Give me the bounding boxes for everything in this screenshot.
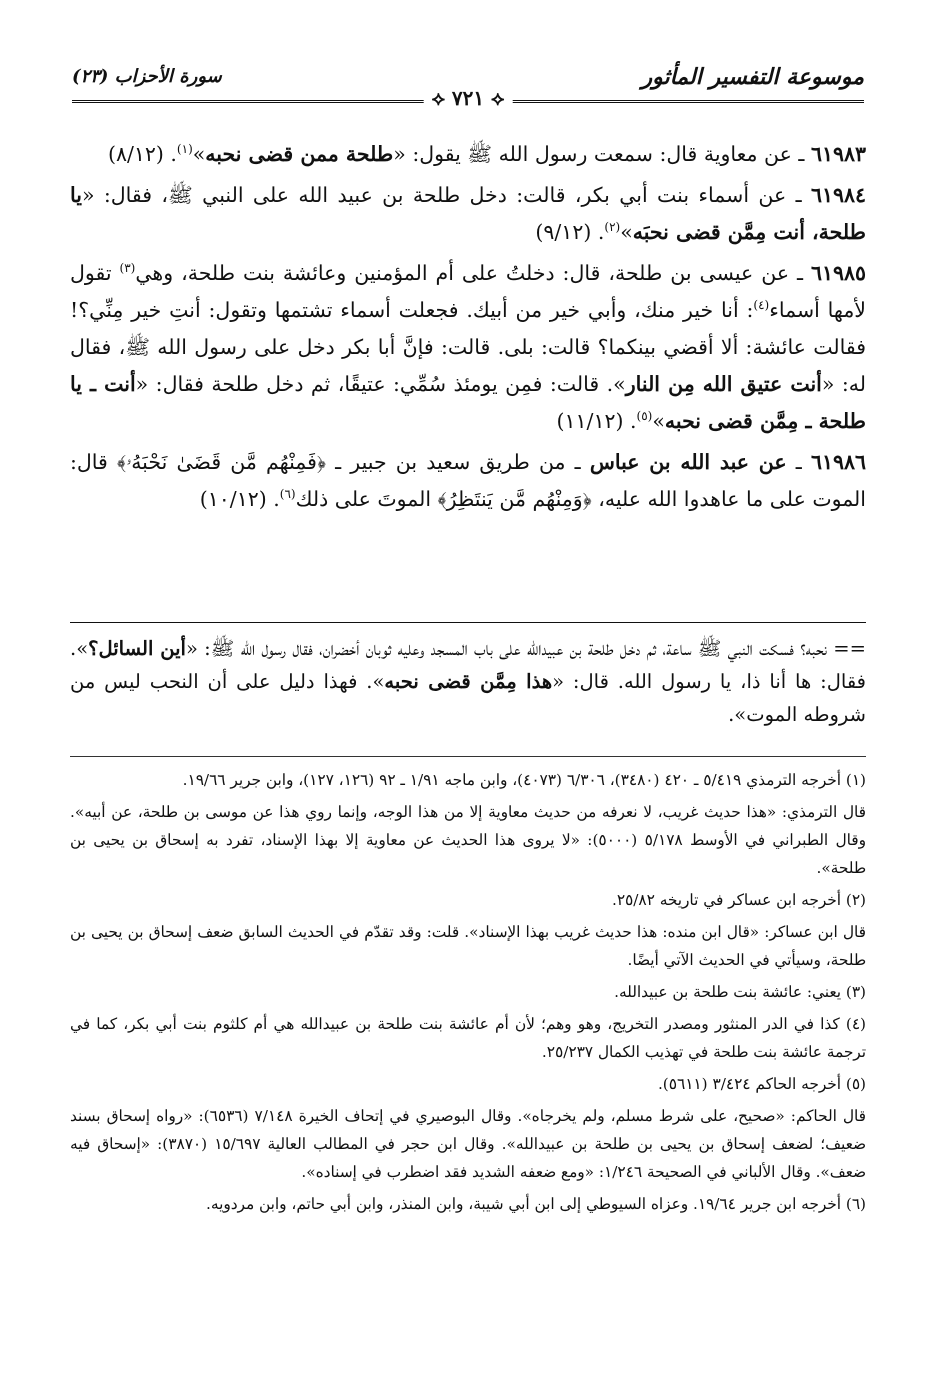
footnote-5: (٥) أخرجه الحاكم ٣/٤٢٤ (٥٦١١).: [657, 1075, 866, 1093]
footnote-5-comment: قال الحاكم: «صحيح، على شرط مسلم، ولم يخرجاه». وقال البوصيري في إتحاف الخيرة ٧/١٤٨ (٦٥٣٦): «رواه إسحاق بسند ضعيف؛ لضعف إسحاق بن يحيى بن طلحة بن عبيدالله». وقال ابن حجر في المطالب العالية ١٥/٦٩٧ (٣٨٧٠): «إسحاق فيه ضعف». وقال الألباني في الصحيحة ١/٢٤٦: «ومع ضعفه الشديد فقد اضطرب في إسناده».: [70, 1107, 866, 1181]
volume-ref: . (١١/١٢): [556, 409, 637, 433]
footnote-3: (٣) يعني: عائشة بنت طلحة بن عبيدالله.: [614, 983, 866, 1001]
hadith-quote: طلحة ممن قضى نحبه: [205, 142, 394, 166]
volume-ref: . (٩/١٢): [535, 220, 605, 244]
footnote-6: (٦) أخرجه ابن جرير ١٩/٦٤. وعزاه السيوطي إلى ابن أبي شيبة، وابن المنذر، وابن أبي حاتم، وابن مردويه.: [206, 1195, 866, 1213]
hadith-quote: هذا مِمَّن قضى نحبه: [384, 670, 553, 693]
entry-text: ـ: [786, 450, 811, 474]
entry-61983: [70, 136, 866, 173]
main-footnote-divider: [70, 622, 866, 623]
entry-61986: [70, 444, 866, 518]
continued-text: ». فقال: ها أنا ذا، يا رسول الله. قال: «: [70, 637, 867, 693]
entry-text: »: [652, 409, 665, 433]
main-text: [70, 136, 866, 522]
hadith-quote: أنت عتيق الله مِن النار: [625, 372, 822, 396]
entry-text: »: [192, 142, 206, 166]
footnote-divider: [70, 756, 866, 757]
hadith-quote: يا طلحة، أنت مِمَّن قضى نحبَه: [70, 183, 866, 244]
entry-61985: [70, 255, 866, 440]
continued-text: == نحبه؟ فسكت النبي ﷺ ساعة، ثم دخل طلحة بن عبيدالله على باب المسجد وعليه ثوبان أخضران، فقال رسول الله ﷺ: «: [185, 637, 866, 660]
entry-text: ـ عن معاوية قال: سمعت رسول الله ﷺ يقول: «: [393, 142, 811, 166]
footnote-marker: (٢): [604, 220, 621, 235]
volume-ref: . (١٠/١٢): [199, 487, 280, 511]
surah-title: سورة الأحزاب (٢٣): [72, 66, 222, 87]
page-header: [72, 62, 864, 108]
entry-text: تقول لأمها أسماء: [70, 261, 866, 322]
entry-text: ـ عن أسماء بنت أبي بكر، قالت: دخل طلحة بن عبيد الله على النبي ﷺ، فقال: «: [81, 183, 811, 207]
entry-text: ». قالت: فمِن يومئذ سُمِّي: عتيقًا، ثم دخل طلحة فقال: «: [135, 372, 626, 396]
narrator: عن عبد الله بن عباس: [589, 450, 787, 474]
continued-footnote: [70, 632, 866, 731]
entry-text: »: [620, 220, 633, 244]
hadith-quote: أنت ـ يا طلحة ـ مِمَّن قضى نحبه: [70, 372, 866, 433]
continued-text: ». فهذا دليل على أن النحب ليس من شروطه الموت».: [70, 670, 866, 726]
footnote-marker: (٥): [636, 409, 653, 424]
footnote-marker: (٤): [753, 298, 770, 313]
footnote-marker: (٣): [119, 261, 136, 276]
entry-61984: [70, 177, 866, 251]
footnote-marker: (٦): [279, 487, 296, 502]
footnotes: [70, 766, 866, 1218]
book-title: موسوعة التفسير المأثور: [641, 64, 864, 90]
footnote-2-comment: قال ابن عساكر: «قال ابن منده: هذا حديث غريب بهذا الإسناد». قلت: وقد تقدّم في الحديث السابق ضعف إسحاق بن يحيى بن طلحة، وسيأتي في الحديث الآتي أيضًا.: [70, 923, 866, 969]
hadith-quote: أين السائل؟: [88, 637, 186, 660]
page-number-value: ٧٢١: [451, 86, 485, 110]
page-number: ⟡ ٧٢١ ⟡: [424, 86, 513, 110]
footnote-1: (١) أخرجه الترمذي ٥/٤١٩ ـ ٤٢٠ (٣٤٨٠)، ٦/٣٠٦ (٤٠٧٣)، وابن ماجه ١/٩١ ـ ٩٢ (١٢٦، ١٢٧)، وابن جرير ١٩/٦٦.: [182, 771, 866, 789]
footnote-1-comment: قال الترمذي: «هذا حديث غريب، لا نعرفه من حديث معاوية إلا من هذا الوجه، وإنما روي هذا عن موسى بن طلحة، عن أبيه». وقال الطبراني في الأوسط ٥/١٧٨ (٥٠٠٠): «لا يروى هذا الحديث عن معاوية إلا بهذا الإسناد، تفرد به إسحاق بن يحيى بن طلحة».: [70, 803, 866, 877]
entry-number: ٦١٩٨٦: [810, 450, 866, 474]
footnote-2: (٢) أخرجه ابن عساكر في تاريخه ٢٥/٨٢.: [611, 891, 866, 909]
entry-text: ـ عن عيسى بن طلحة، قال: دخلتُ على أم المؤمنين وعائشة بنت طلحة، وهي: [135, 261, 811, 285]
footnote-4: (٤) كذا في الدر المنثور ومصدر التخريج، وهو وهم؛ لأن أم عائشة بنت طلحة بن عبيدالله هي أم كلثوم بنت أبي بكر، كما في ترجمة عائشة بنت طلحة في تهذيب الكمال ٢٥/٢٣٧.: [70, 1015, 866, 1061]
volume-ref: . (٨/١٢): [107, 142, 177, 166]
entry-number: ٦١٩٨٤: [810, 183, 866, 207]
entry-number: ٦١٩٨٣: [810, 142, 866, 166]
entry-text: : أنا خير منك، وأبي خير من أبيك. فجعلت أسماء تشتمها وتقول: أنتِ خير مِنِّي؟! فقالت عائشة: ألا أقضي بينكما؟ قالت: بلى. قالت: فإنَّ أبا بكر دخل على رسول الله ﷺ، فقال له: «: [70, 298, 867, 396]
footnote-marker: (١): [176, 142, 193, 157]
entry-text: ـ من طريق سعيد بن جبير ـ ﴿فَمِنْهُم مَّن قَضَىٰ نَحْبَهُۥ﴾ قال: الموت على ما عاهدوا الله عليه، ﴿وَمِنْهُم مَّن يَنتَظِرُ﴾ الموتَ على ذلك: [70, 450, 866, 511]
entry-number: ٦١٩٨٥: [810, 261, 867, 285]
